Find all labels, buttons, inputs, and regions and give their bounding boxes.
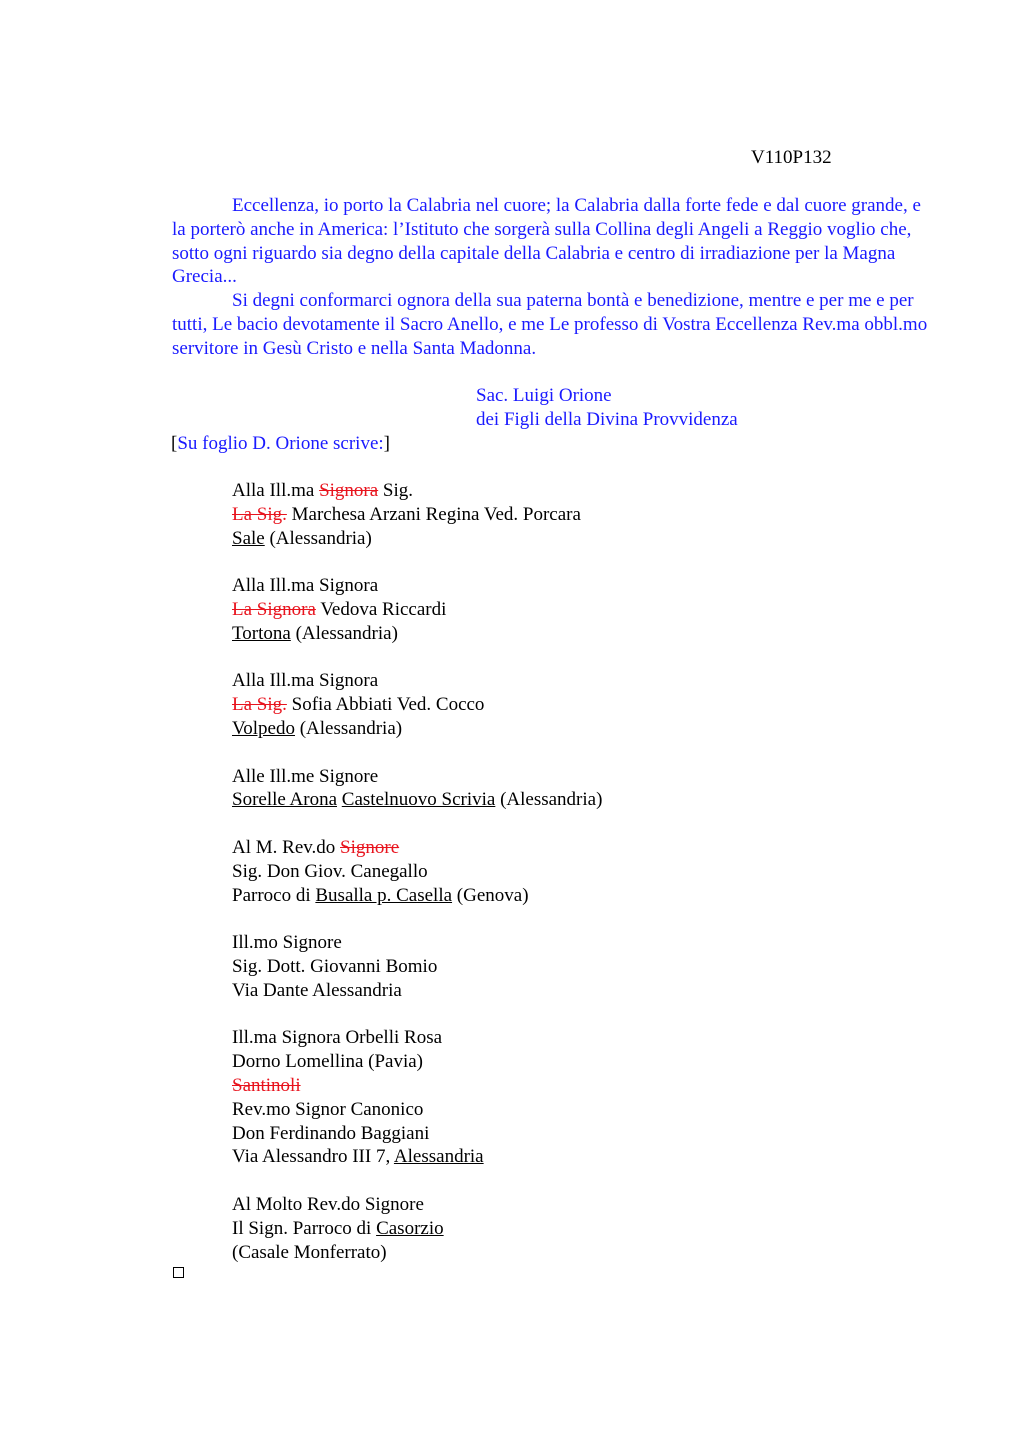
address-text: Via Alessandro III 7, (232, 1146, 394, 1168)
address-text: Ill.mo Signore (232, 932, 342, 954)
address-text: (Alessandria) (294, 717, 403, 739)
address-text: Via Dante Alessandria (232, 979, 402, 1001)
signature-congregation: dei Figli della Divina Provvidenza (476, 408, 738, 430)
address-text: Sig. (378, 480, 414, 501)
letter-paragraph: Si degni conformarci ognora della sua paterna bontà e benedizione, mentre e per me e per tutti, Le bacio devotamente il Sacro Anello, e me Le professo di Vostra Eccellenza Rev.ma obbl.mo servitore in Gesù Cristo e nella Santa Madonna. (172, 290, 928, 359)
letter-paragraph: Eccellenza, io porto la Calabria nel cuore; la Calabria dalla forte fede e dal cuore grande, e la porterò anche in America: l’Istituto che sorgerà sulla Collina degli Angeli a Reggio voglio che, sotto ogni riguardo sia degno della capitale della Calabria e centro di irradiazione per la Magna Grecia... (172, 195, 921, 288)
address-line (232, 788, 602, 812)
address-block (232, 1026, 602, 1169)
deleted-text: La Sig. (232, 694, 287, 716)
address-text: Al M. Rev.do (232, 836, 341, 858)
address-text: (Genova) (452, 884, 529, 906)
address-text: Dorno Lomellina (Pavia) (232, 1051, 424, 1073)
address-text: (Alessandria) (495, 789, 603, 811)
underlined-text: Alessandria (393, 1146, 484, 1168)
address-text: Ill.ma Signora Orbelli Rosa (232, 1027, 443, 1049)
address-line (232, 1026, 602, 1050)
address-line (232, 1217, 602, 1241)
address-line (232, 1050, 602, 1074)
address-line (232, 1122, 602, 1146)
address-text: Parroco di (232, 884, 316, 906)
address-line (232, 574, 602, 598)
address-line (232, 931, 602, 955)
address-line (232, 979, 602, 1003)
address-line (232, 598, 602, 622)
deleted-text: Santinoli (232, 1074, 301, 1096)
address-text: Rev.mo Signor Canonico (232, 1098, 424, 1120)
address-line (232, 1145, 602, 1169)
underlined-text: Sorelle Arona (232, 789, 338, 811)
address-text: (Casale Monferrato) (232, 1241, 387, 1263)
underlined-text: Busalla p. Casella (315, 884, 453, 906)
page-reference: V110P132 (751, 147, 832, 168)
letter-body (172, 194, 932, 361)
underlined-text: Casorzio (376, 1217, 444, 1239)
address-text: Al Molto Rev.do Signore (232, 1193, 424, 1215)
signature-name: Sac. Luigi Orione (476, 385, 612, 406)
address-line (232, 503, 602, 527)
address-line (232, 955, 602, 979)
address-list (232, 479, 602, 1288)
end-marker-box (173, 1267, 184, 1278)
address-block (232, 1193, 602, 1264)
address-line (232, 622, 602, 646)
address-text: Don Ferdinando Baggiani (232, 1122, 430, 1144)
address-block (232, 836, 602, 907)
address-block (232, 669, 602, 740)
address-text: Alla Ill.ma Signora (232, 575, 379, 597)
address-block (232, 931, 602, 1002)
address-line (232, 1074, 602, 1098)
address-line (232, 1098, 602, 1122)
deleted-text: Signora (319, 480, 379, 501)
address-text: Vedova Riccardi (315, 598, 447, 620)
editor-note (171, 432, 390, 456)
deleted-text: La Sig. (232, 503, 287, 525)
address-line (232, 836, 602, 860)
address-line (232, 479, 602, 503)
address-text: Sig. Dott. Giovanni Bomio (232, 955, 438, 977)
address-line (232, 717, 602, 741)
address-line (232, 1241, 602, 1265)
underlined-text: Tortona (232, 622, 291, 644)
address-block (232, 574, 602, 645)
editor-note-text: Su foglio D. Orione scrive: (177, 433, 384, 454)
address-line (232, 860, 602, 884)
address-line (232, 669, 602, 693)
address-line (232, 527, 602, 551)
address-text: Alle Ill.me Signore (232, 765, 379, 787)
address-block (232, 765, 602, 813)
address-text: (Alessandria) (264, 527, 372, 549)
address-text: Sig. Don Giov. Canegallo (232, 860, 428, 882)
signature (476, 384, 738, 432)
address-line (232, 1193, 602, 1217)
address-text: (Alessandria) (290, 622, 398, 644)
bracket-open: [ (171, 433, 178, 454)
address-block (232, 479, 602, 550)
address-text: Sofia Abbiati Ved. Cocco (286, 694, 485, 716)
underlined-text: Castelnuovo Scrivia (341, 789, 496, 811)
deleted-text: Signore (340, 836, 400, 858)
bracket-close: ] (383, 433, 390, 454)
address-text: Alla Ill.ma (232, 480, 320, 501)
underlined-text: Volpedo (232, 717, 295, 739)
address-line (232, 693, 602, 717)
address-line (232, 884, 602, 908)
deleted-text: La Signora (232, 598, 316, 620)
address-text: Il Sign. Parroco di (232, 1217, 377, 1239)
address-text: Alla Ill.ma Signora (232, 670, 379, 692)
address-text: Marchesa Arzani Regina Ved. Porcara (286, 503, 581, 525)
underlined-text: Sale (232, 527, 265, 549)
address-line (232, 765, 602, 789)
